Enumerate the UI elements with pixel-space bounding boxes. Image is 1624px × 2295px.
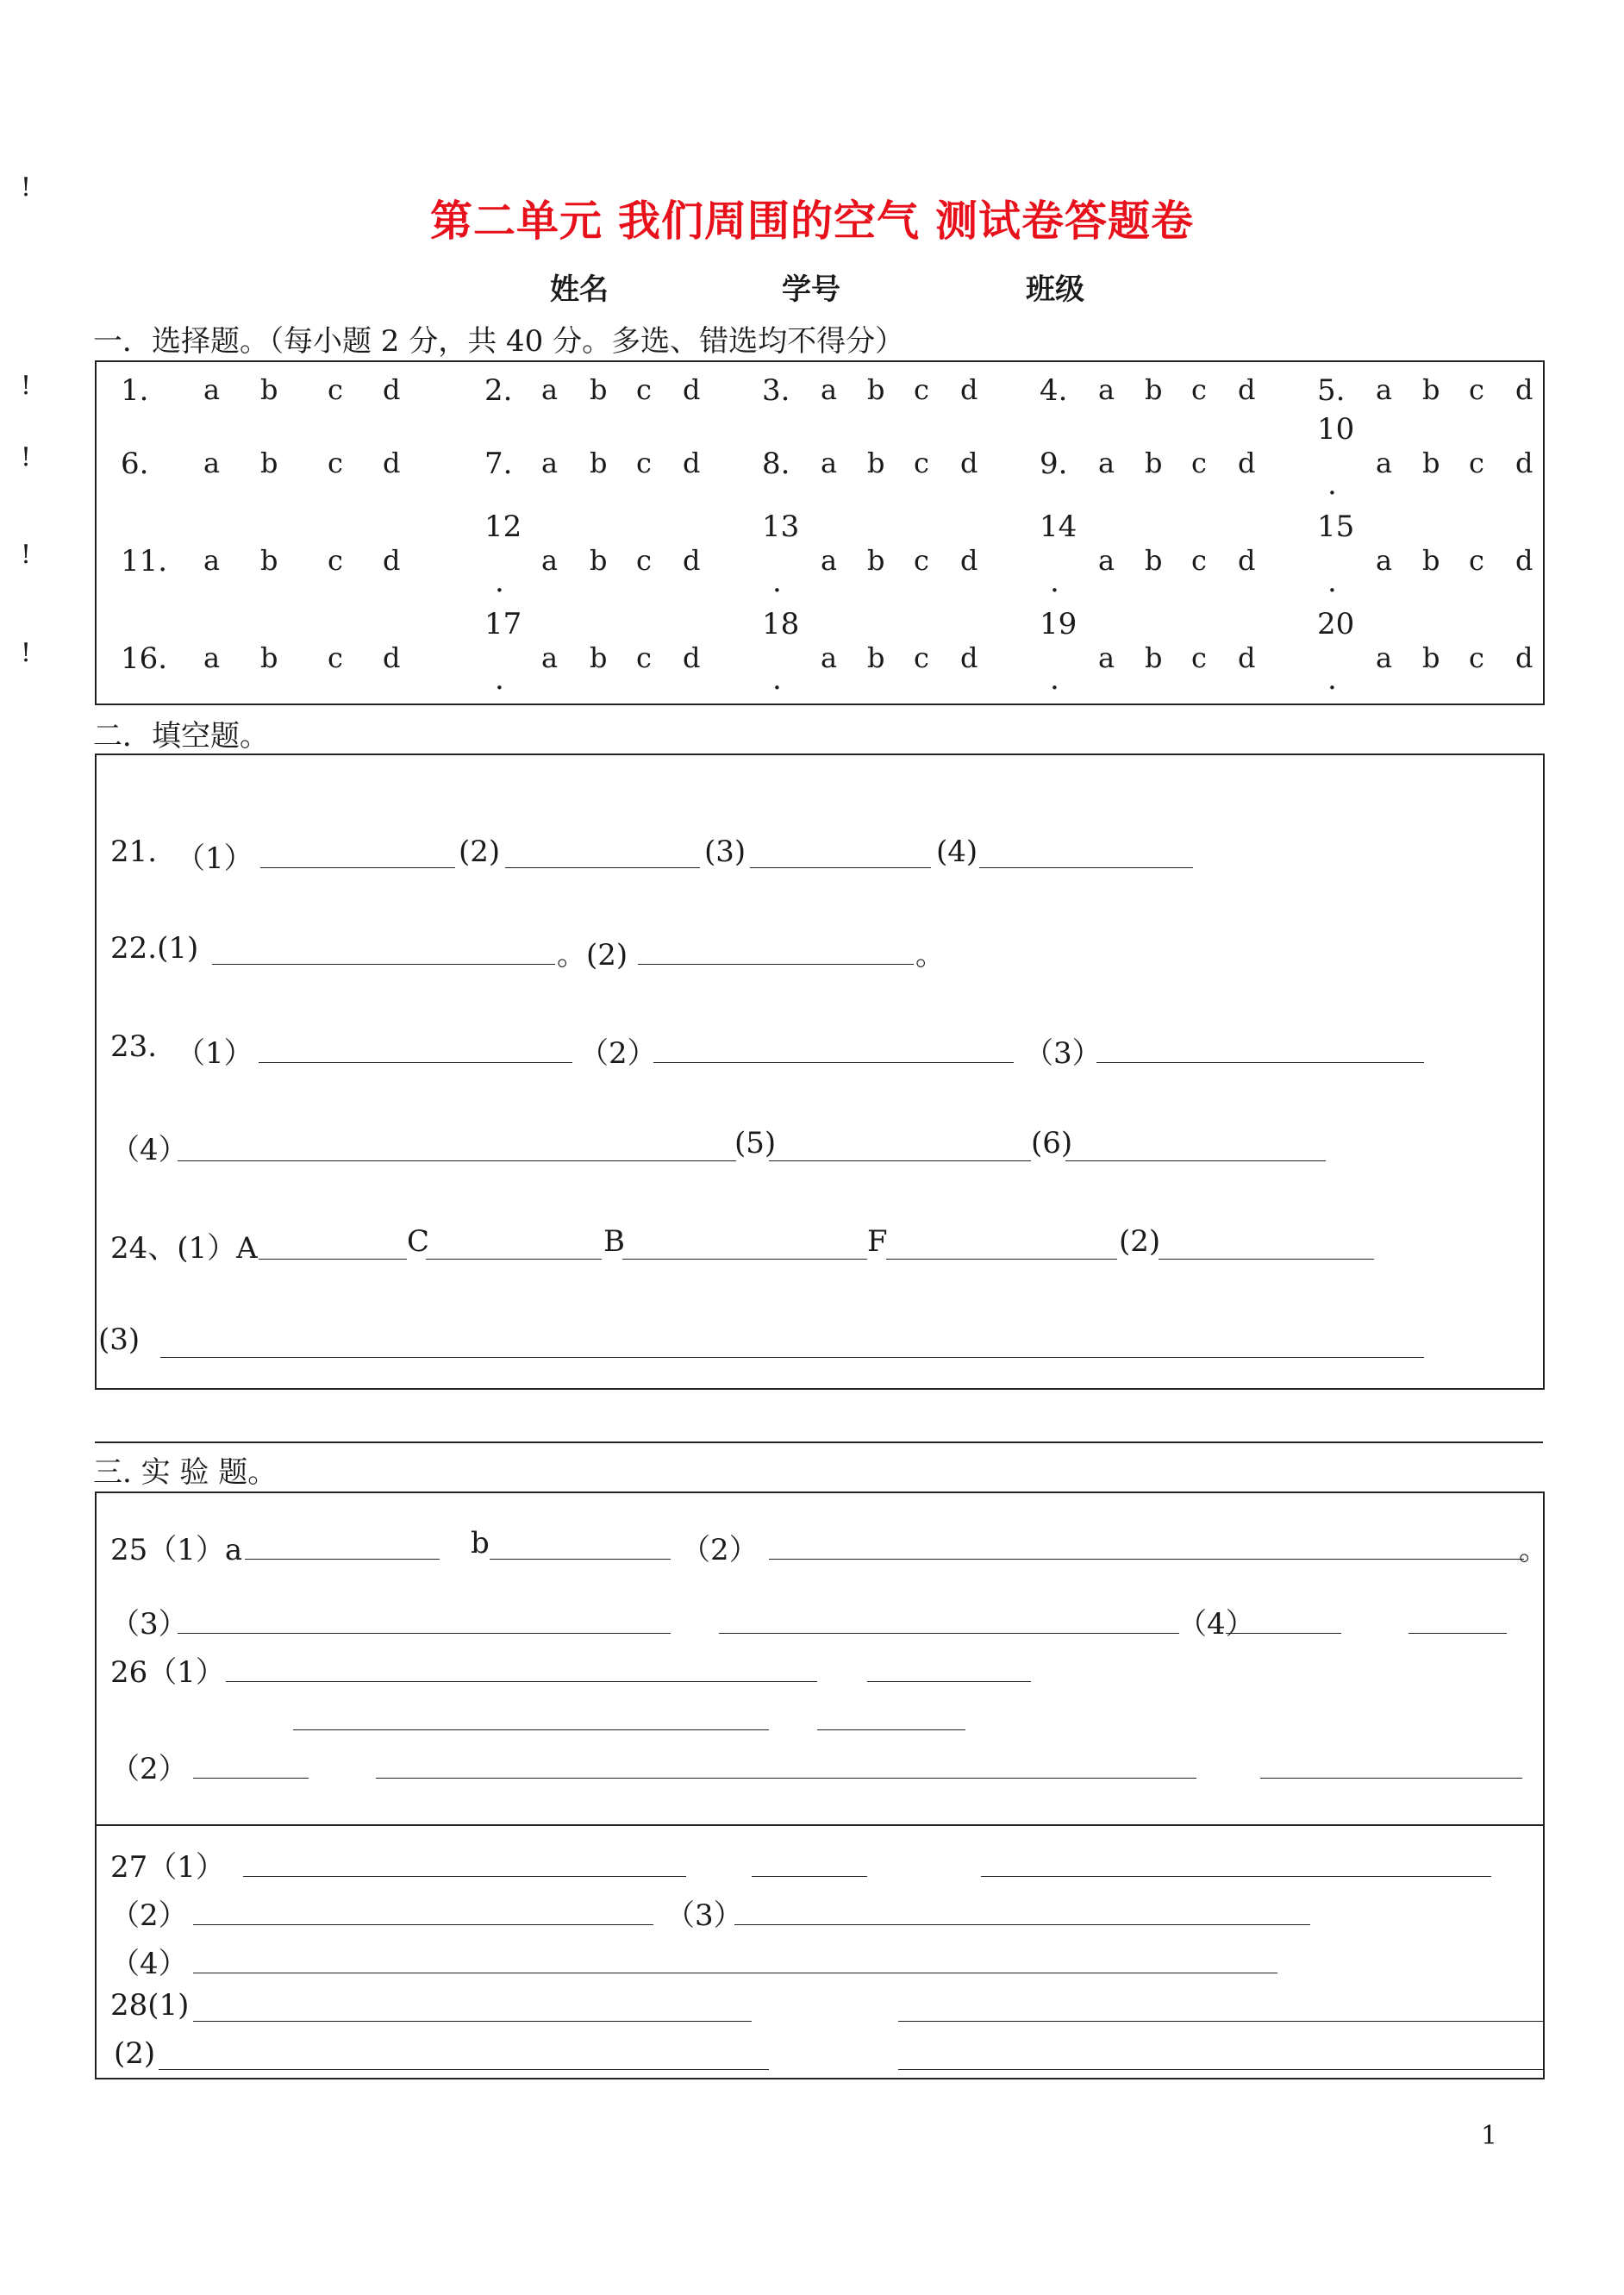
q26-blank-2d[interactable]: [95, 1824, 671, 1825]
choice-item-number-dot: .: [772, 565, 782, 599]
choice-item-number: 20: [1317, 607, 1355, 641]
page-title: 第二单元 我们周围的空气 测试卷答题卷: [429, 196, 1195, 246]
q26-blank-2a[interactable]: [193, 1778, 309, 1779]
margin-mark: !: [21, 540, 32, 570]
choice-option-d[interactable]: d: [383, 447, 401, 479]
question-21-number: 21.: [110, 835, 158, 869]
q26-blank-2b[interactable]: [376, 1778, 1196, 1779]
choice-item-number: 14: [1040, 510, 1077, 544]
q21-blank-4[interactable]: [979, 867, 1193, 868]
choice-option-a[interactable]: a: [1376, 447, 1393, 479]
q23-part-2-label: （2）: [579, 1036, 657, 1071]
choice-option-d[interactable]: d: [1515, 373, 1533, 406]
choice-item-number: 17: [484, 607, 522, 641]
q23-part-1-label: （1）: [176, 1036, 253, 1071]
q28-blank-2b[interactable]: [898, 2069, 1543, 2070]
q24-label-c: C: [407, 1224, 430, 1259]
choice-option-b[interactable]: b: [1145, 641, 1163, 674]
q23-blank-4[interactable]: [178, 1160, 736, 1161]
choice-option-b[interactable]: b: [1145, 373, 1163, 406]
q26-blank-2c[interactable]: [1260, 1778, 1522, 1779]
choice-option-b[interactable]: b: [590, 641, 608, 674]
choice-option-d[interactable]: d: [683, 544, 701, 577]
choice-option-d[interactable]: d: [1515, 447, 1533, 479]
choice-item-number: 6.: [121, 447, 149, 481]
q23-blank-5[interactable]: [769, 1160, 1031, 1161]
choice-option-d[interactable]: d: [1238, 447, 1256, 479]
choice-item-number: 7.: [484, 447, 513, 481]
question-24-number: 24、(1）A: [110, 1231, 258, 1266]
q25-end-mark: 。: [1519, 1533, 1548, 1567]
choice-option-a[interactable]: a: [203, 373, 221, 406]
q24-blank-f[interactable]: [886, 1259, 1117, 1260]
choice-option-b[interactable]: b: [1145, 544, 1163, 577]
choice-item-number: 1.: [121, 373, 149, 408]
choice-option-b[interactable]: b: [867, 373, 885, 406]
q21-part-2-label: (2): [459, 835, 501, 869]
q24-blank-3[interactable]: [160, 1357, 1424, 1358]
q23-part-4-label: （4）: [110, 1133, 188, 1167]
choice-option-a[interactable]: a: [1098, 447, 1115, 479]
margin-mark: !: [21, 638, 32, 668]
choice-option-a[interactable]: a: [541, 544, 559, 577]
q24-blank-b[interactable]: [622, 1259, 867, 1260]
q26-blank-1a[interactable]: [226, 1681, 817, 1682]
class-label: 班级: [1026, 272, 1084, 307]
choice-option-a[interactable]: a: [203, 544, 221, 577]
q28-blank-1b[interactable]: [898, 2021, 1543, 2022]
choice-option-b[interactable]: b: [1145, 447, 1163, 479]
choice-item-number: 16.: [121, 641, 168, 676]
q28-blank-1a[interactable]: [193, 2021, 752, 2022]
q21-part-1-label: （1）: [176, 841, 253, 876]
choice-item-number-dot: .: [1327, 467, 1337, 502]
choice-item-number-dot: .: [1327, 565, 1337, 599]
q24-part-3-label: (3): [98, 1323, 141, 1357]
choice-option-a[interactable]: a: [1098, 544, 1115, 577]
choice-option-b[interactable]: b: [590, 447, 608, 479]
choice-option-c[interactable]: c: [1191, 641, 1207, 674]
choice-option-d[interactable]: d: [683, 447, 701, 479]
choice-item-number-dot: .: [495, 662, 504, 697]
choice-option-c[interactable]: c: [328, 373, 343, 406]
q25-blank-3b[interactable]: [719, 1633, 1179, 1634]
choice-option-b[interactable]: b: [590, 373, 608, 406]
q27-blank-3[interactable]: [734, 1924, 1310, 1925]
margin-mark: !: [21, 442, 32, 472]
choice-option-c[interactable]: c: [1191, 544, 1207, 577]
q27-blank-2[interactable]: [193, 1924, 653, 1925]
q25-part-4-label: （4）: [1177, 1607, 1255, 1642]
choice-item-number: 9.: [1040, 447, 1068, 481]
choice-option-a[interactable]: a: [1376, 544, 1393, 577]
question-22-number: 22.(1): [110, 931, 199, 966]
q25-blank-2[interactable]: [769, 1559, 1524, 1560]
choice-option-c[interactable]: c: [914, 544, 929, 577]
q25-label-b: b: [471, 1526, 490, 1560]
choice-item-number: 18: [762, 607, 800, 641]
choice-option-b[interactable]: b: [260, 373, 278, 406]
q26-blank-1b[interactable]: [867, 1681, 1031, 1682]
choice-option-d[interactable]: d: [1515, 544, 1533, 577]
choice-option-c[interactable]: c: [636, 447, 652, 479]
q23-part-3-label: （3）: [1024, 1036, 1102, 1071]
choice-item-number-dot: .: [495, 565, 504, 599]
choice-option-b[interactable]: b: [867, 641, 885, 674]
choice-option-c[interactable]: c: [914, 641, 929, 674]
choice-option-c[interactable]: c: [1469, 641, 1484, 674]
choice-option-a[interactable]: a: [821, 544, 838, 577]
q22-blank-1[interactable]: [212, 964, 555, 965]
choice-option-d[interactable]: d: [383, 641, 401, 674]
choice-option-d[interactable]: d: [683, 641, 701, 674]
q28-blank-2a[interactable]: [159, 2069, 769, 2070]
choice-option-b[interactable]: b: [867, 544, 885, 577]
student-number-label: 学号: [782, 272, 840, 307]
question-28-number: 28(1): [110, 1988, 190, 2023]
choice-item-number: 8.: [762, 447, 790, 481]
q23-part-5-label: (5): [734, 1126, 777, 1160]
choice-item-number: 15: [1317, 510, 1355, 544]
q22-blank-2[interactable]: [638, 964, 914, 965]
q23-blank-6[interactable]: [1065, 1160, 1326, 1161]
q26-blank-2f[interactable]: [948, 1824, 1441, 1825]
choice-option-d[interactable]: d: [960, 544, 978, 577]
choice-option-b[interactable]: b: [1422, 373, 1440, 406]
q24-label-b: B: [603, 1224, 625, 1259]
choice-option-b[interactable]: b: [260, 544, 278, 577]
q24-blank-a[interactable]: [259, 1259, 407, 1260]
margin-mark: !: [21, 371, 32, 401]
q26-blank-1d[interactable]: [817, 1729, 965, 1730]
q21-part-3-label: (3): [704, 835, 746, 869]
choice-option-a[interactable]: a: [1376, 373, 1393, 406]
margin-mark: !: [21, 172, 32, 203]
q25-blank-b[interactable]: [490, 1559, 671, 1560]
choice-option-c[interactable]: c: [1469, 544, 1484, 577]
choice-option-b[interactable]: b: [260, 447, 278, 479]
choice-option-a[interactable]: a: [1098, 641, 1115, 674]
q24-label-f: F: [867, 1224, 888, 1259]
choice-option-a[interactable]: a: [821, 373, 838, 406]
choice-option-d[interactable]: d: [1238, 373, 1256, 406]
page-number: 1: [1481, 2121, 1498, 2151]
choice-item-number-dot: .: [1050, 662, 1059, 697]
question-23-number: 23.: [110, 1029, 158, 1064]
q25-blank-3a[interactable]: [178, 1633, 671, 1634]
q23-part-6-label: (6): [1031, 1126, 1073, 1160]
choice-option-b[interactable]: b: [1422, 447, 1440, 479]
q21-part-4-label: (4): [936, 835, 978, 869]
choice-option-d[interactable]: d: [383, 544, 401, 577]
choice-item-number-dot: .: [1050, 565, 1059, 599]
choice-option-d[interactable]: d: [1515, 641, 1533, 674]
choice-option-c[interactable]: c: [1191, 373, 1207, 406]
q25-blank-4a[interactable]: [1226, 1633, 1341, 1634]
q21-blank-2[interactable]: [505, 867, 700, 868]
choice-option-d[interactable]: d: [960, 373, 978, 406]
q22-part-2-label: 。(2): [557, 938, 628, 972]
choice-option-b[interactable]: b: [260, 641, 278, 674]
choice-option-d[interactable]: d: [960, 641, 978, 674]
choice-option-a[interactable]: a: [541, 641, 559, 674]
choice-option-d[interactable]: d: [1238, 641, 1256, 674]
q27-blank-1a[interactable]: [243, 1876, 686, 1877]
choice-item-number: 2.: [484, 373, 513, 408]
choice-item-number: 12: [484, 510, 522, 544]
choice-option-d[interactable]: d: [1238, 544, 1256, 577]
q25-blank-a[interactable]: [245, 1559, 440, 1560]
choice-item-number: 13: [762, 510, 800, 544]
q27-part-4-label: （4）: [110, 1947, 188, 1981]
choice-option-a[interactable]: a: [821, 641, 838, 674]
choice-option-a[interactable]: a: [541, 373, 559, 406]
q24-blank-c[interactable]: [426, 1259, 602, 1260]
choice-option-a[interactable]: a: [821, 447, 838, 479]
q25-part-3-label: （3）: [110, 1607, 188, 1642]
choice-option-a[interactable]: a: [1098, 373, 1115, 406]
section-3-heading: 三. 实 验 题。: [93, 1455, 278, 1490]
q23-blank-3[interactable]: [1096, 1062, 1424, 1063]
section-2-heading: 二．填空题。: [93, 719, 269, 754]
q26-part-2-label: （2）: [110, 1752, 188, 1786]
choice-option-c[interactable]: c: [1191, 447, 1207, 479]
question-26-number: 26（1）: [110, 1655, 225, 1690]
q26-blank-2e[interactable]: [734, 1824, 883, 1825]
choice-item-number: 5.: [1317, 373, 1346, 408]
q27-blank-1b[interactable]: [752, 1876, 867, 1877]
choice-option-c[interactable]: c: [914, 447, 929, 479]
choice-option-b[interactable]: b: [867, 447, 885, 479]
q27-part-3-label: （3）: [665, 1898, 743, 1933]
section-divider: [95, 1441, 1543, 1443]
choice-option-d[interactable]: d: [683, 373, 701, 406]
choice-item-number: 10: [1317, 412, 1355, 447]
q25-blank-4b[interactable]: [1409, 1633, 1507, 1634]
choice-option-a[interactable]: a: [203, 447, 221, 479]
q27-blank-1c[interactable]: [981, 1876, 1491, 1877]
q22-end-mark: 。: [915, 938, 945, 972]
experiment-box: [95, 1491, 1545, 2079]
q21-blank-1[interactable]: [260, 867, 455, 868]
choice-item-number: 19: [1040, 607, 1077, 641]
question-25-number: 25（1）a: [110, 1533, 243, 1567]
choice-option-b[interactable]: b: [1422, 641, 1440, 674]
choice-option-b[interactable]: b: [1422, 544, 1440, 577]
q21-blank-3[interactable]: [750, 867, 931, 868]
choice-option-c[interactable]: c: [636, 544, 652, 577]
section-1-heading: 一．选择题。（每小题 2 分，共 40 分。多选、错选均不得分）: [93, 324, 905, 359]
choice-item-number-dot: .: [1327, 662, 1337, 697]
choice-option-c[interactable]: c: [1469, 373, 1484, 406]
question-27-number: 27（1）: [110, 1850, 225, 1885]
q28-part-2-label: (2): [114, 2036, 156, 2071]
q27-part-2-label: （2）: [110, 1898, 188, 1933]
choice-option-c[interactable]: c: [914, 373, 929, 406]
choice-item-number: 11.: [121, 544, 168, 578]
q24-part-2-label: (2): [1119, 1224, 1161, 1259]
choice-option-a[interactable]: a: [541, 447, 559, 479]
choice-option-c[interactable]: c: [328, 641, 343, 674]
fill-in-blank-box: [95, 754, 1545, 1390]
q23-blank-2[interactable]: [653, 1062, 1014, 1063]
q26-blank-1c[interactable]: [293, 1729, 769, 1730]
choice-option-c[interactable]: c: [636, 641, 652, 674]
name-label: 姓名: [550, 272, 609, 307]
q23-blank-1[interactable]: [259, 1062, 572, 1063]
q25-part-2-label: （2）: [681, 1533, 759, 1567]
choice-item-number: 4.: [1040, 373, 1068, 408]
choice-item-number: 3.: [762, 373, 790, 408]
choice-item-number-dot: .: [772, 662, 782, 697]
choice-option-b[interactable]: b: [590, 544, 608, 577]
choice-option-c[interactable]: c: [636, 373, 652, 406]
q24-blank-2[interactable]: [1159, 1259, 1374, 1260]
choice-option-c[interactable]: c: [328, 544, 343, 577]
choice-option-a[interactable]: a: [203, 641, 221, 674]
choice-option-d[interactable]: d: [960, 447, 978, 479]
choice-option-d[interactable]: d: [383, 373, 401, 406]
choice-option-c[interactable]: c: [328, 447, 343, 479]
choice-option-c[interactable]: c: [1469, 447, 1484, 479]
choice-option-a[interactable]: a: [1376, 641, 1393, 674]
